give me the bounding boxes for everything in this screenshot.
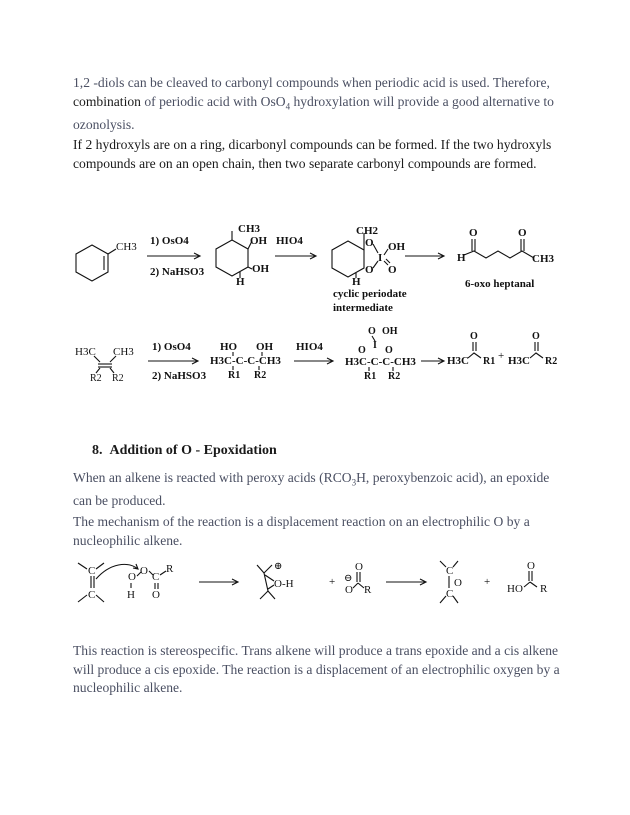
acid-r: R xyxy=(540,583,548,595)
mech-plus-2: + xyxy=(484,576,491,588)
product-h: H xyxy=(457,252,466,264)
anion-o: O xyxy=(345,584,353,596)
oxonium-intermediate xyxy=(257,561,294,599)
stereospecific-paragraph: This reaction is stereospecific. Trans alkene will produce a trans epoxide and a cis alkene will produce a cis epoxide. The reaction is a displacement of an electrophilic oxygen by a nucleophilic alkene. xyxy=(73,643,560,696)
six-oxo-heptanal xyxy=(457,227,555,290)
diol-oh: OH xyxy=(256,341,274,353)
reagent-hio4-2: HIO4 xyxy=(296,341,323,353)
peracid-o2: O xyxy=(140,565,148,577)
ester-r2: R2 xyxy=(388,371,401,382)
diol-oh-bottom: OH xyxy=(252,263,270,275)
arrow-mech-2 xyxy=(386,579,426,585)
alkene-h3c: H3C xyxy=(75,346,96,358)
periodate-h: H xyxy=(352,276,361,288)
ester-r1: R1 xyxy=(364,371,377,382)
section-title: Addition of O - Epoxidation xyxy=(109,443,277,458)
peracid-r: R xyxy=(166,563,174,575)
product-o-left: O xyxy=(469,227,478,239)
arrow-oso4 xyxy=(147,235,205,278)
alkene-r2-left: R2 xyxy=(90,373,102,384)
anion-minus: ⊖ xyxy=(344,573,353,584)
intro-text-combination: combination xyxy=(73,93,141,109)
arrow-mech-1 xyxy=(199,579,238,585)
ester-oh: OH xyxy=(382,326,398,337)
periodate-o-top: O xyxy=(365,237,374,249)
ester-o-right: O xyxy=(385,345,393,356)
scheme-epoxidation xyxy=(0,555,630,610)
arrow-to-product xyxy=(405,253,444,259)
alkene-c-bottom: C xyxy=(88,589,96,601)
reagent-oso4: 1) OsO4 xyxy=(150,235,189,247)
acid-o: O xyxy=(527,560,535,572)
reagent-oso4-2: 1) OsO4 xyxy=(152,341,191,353)
periodate-methyl: CH2 xyxy=(356,225,378,237)
diol-r1: R1 xyxy=(228,370,241,381)
scheme-cyclic-cleavage xyxy=(0,215,630,320)
epoxide-o: O xyxy=(454,577,462,589)
ketone2-o: O xyxy=(532,331,540,342)
intro-subscript: 4 xyxy=(285,101,291,112)
open-chain-periodate xyxy=(345,326,416,382)
ketone2-h3c: H3C xyxy=(508,355,530,367)
acid-ho: HO xyxy=(507,583,523,595)
section-number: 8. xyxy=(92,443,103,458)
epoxide-product xyxy=(440,561,462,603)
oxonium-oh: O-H xyxy=(274,578,294,590)
ketone1-h3c: H3C xyxy=(447,355,469,367)
ketone2-r2: R2 xyxy=(545,356,558,367)
periodate-iodine: I xyxy=(378,252,383,264)
ketone-products xyxy=(447,331,557,367)
alkene-c-top: C xyxy=(88,565,96,577)
product-name: 6-oxo heptanal xyxy=(465,278,535,290)
mech-plus-1: + xyxy=(329,576,336,588)
epoxide-paragraph xyxy=(73,469,563,511)
epoxide-text-2: H, peroxybenzoic acid), an epoxide can be produced. xyxy=(73,470,550,509)
peracid-o-double: O xyxy=(152,589,160,601)
arrow-to-ketones xyxy=(421,358,444,364)
periodate-o-double: O xyxy=(388,264,397,276)
ester-iodine: I xyxy=(373,340,377,351)
cyclic-label-line2: intermediate xyxy=(333,302,393,314)
alkene-r2-right: R2 xyxy=(112,373,124,384)
epoxide-text-1: When an alkene is reacted with peroxy acids (RCO xyxy=(73,470,352,485)
carboxylic-acid xyxy=(507,560,548,595)
open-chain-alkene xyxy=(75,346,134,384)
ketone1-r1: R1 xyxy=(483,356,496,367)
diol-r2: R2 xyxy=(254,370,267,381)
oxonium-plus: ⊕ xyxy=(274,561,283,572)
section-heading xyxy=(92,443,277,459)
intro-paragraph xyxy=(73,74,563,135)
cyclic-periodate xyxy=(332,225,407,314)
arrow-hio4-2 xyxy=(294,341,333,364)
mechanism-paragraph: The mechanism of the reaction is a displacement reaction on an electrophilic O by a nucleophilic alkene. xyxy=(73,514,530,548)
diol-ho: HO xyxy=(220,341,238,353)
epoxide-c-top: C xyxy=(446,565,454,577)
plus-sign: + xyxy=(498,350,505,362)
product-o-right: O xyxy=(518,227,527,239)
peracid-h: H xyxy=(127,589,135,601)
cyclohexane-diol xyxy=(216,223,270,288)
methylcyclohexene xyxy=(76,241,137,281)
epoxide-c-bottom: C xyxy=(446,588,454,600)
intro-text-3: hydroxylation will provide a good alternative to ozonolysis. xyxy=(73,93,554,132)
product-ch3: CH3 xyxy=(532,253,554,265)
carboxylate-anion xyxy=(344,561,372,596)
cyclic-label-line1: cyclic periodate xyxy=(333,288,407,300)
open-chain-diol xyxy=(210,341,281,381)
periodate-oh: OH xyxy=(388,241,406,253)
diol-methyl: CH3 xyxy=(238,223,260,235)
diol-h: H xyxy=(236,276,245,288)
scheme-open-chain-cleavage xyxy=(0,325,630,385)
ester-o-left: O xyxy=(358,345,366,356)
reagent-hio4: HIO4 xyxy=(276,235,303,247)
ester-o-top: O xyxy=(368,326,376,337)
alkene-ch3: CH3 xyxy=(113,346,134,358)
ketone1-o: O xyxy=(470,331,478,342)
peracid-o1: O xyxy=(128,571,136,583)
ring-paragraph: If 2 hydroxyls are on a ring, dicarbonyl compounds can be formed. If the two hydroxyls compounds are on an open chain, then two separate carbonyl compounds are formed. xyxy=(73,137,552,171)
anion-o-double: O xyxy=(355,561,363,573)
ester-chain: H3C-C-C-CH3 xyxy=(345,356,416,368)
periodate-o-bottom: O xyxy=(365,264,374,276)
intro-text-1: 1,2 -diols can be cleaved to carbonyl compounds when periodic acid is used. Therefore, xyxy=(73,75,550,90)
anion-r: R xyxy=(364,584,372,596)
epoxide-subscript: 3 xyxy=(351,477,357,488)
arrow-hio4 xyxy=(275,235,316,259)
diol-oh-top: OH xyxy=(250,235,268,247)
arrow-oso4-2 xyxy=(148,341,207,382)
intro-text-2: of periodic acid with OsO xyxy=(140,93,286,109)
substituent-ch3: CH3 xyxy=(116,241,137,253)
diol-chain: H3C-C-C-CH3 xyxy=(210,355,281,367)
reagent-nahso3: 2) NaHSO3 xyxy=(150,266,205,278)
peracid-c: C xyxy=(152,571,160,583)
reagent-nahso3-2: 2) NaHSO3 xyxy=(152,370,207,382)
